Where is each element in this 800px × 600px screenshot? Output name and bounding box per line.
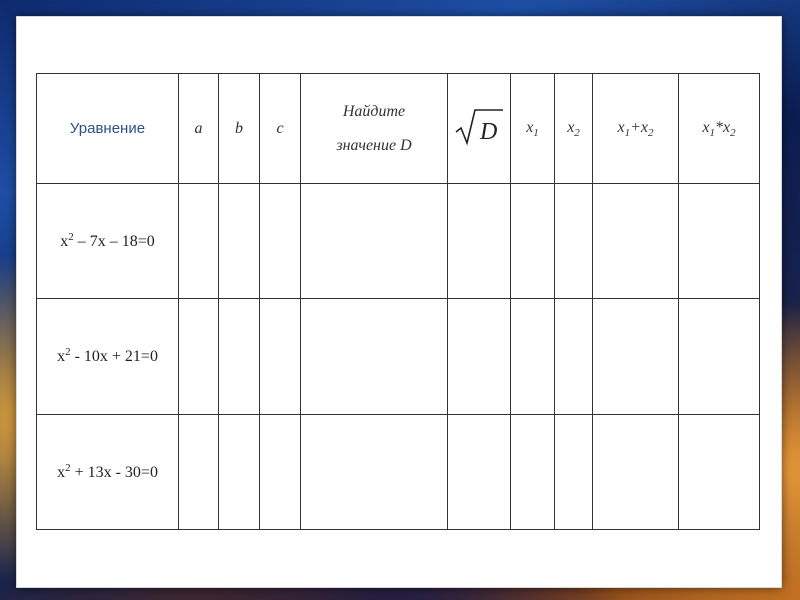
header-x1-plus-x2: $x_1+x_2$ [593, 74, 679, 184]
answer-cell-sum[interactable] [593, 184, 679, 299]
header-a: a [179, 74, 219, 184]
answer-cell-d[interactable] [301, 414, 448, 529]
header-sqrt-d [448, 74, 511, 184]
header-equation: Уравнение [37, 74, 179, 184]
answer-cell-b[interactable] [219, 414, 260, 529]
header-find-line1: Найдите [342, 102, 406, 120]
table-row [37, 184, 760, 299]
answer-cell-sqrt-d[interactable] [448, 414, 511, 529]
answer-cell-x2[interactable] [555, 414, 593, 529]
answer-cell-c[interactable] [260, 184, 301, 299]
answer-cell-product[interactable] [679, 414, 760, 529]
header-x1: $x_1$ [511, 74, 555, 184]
answer-cell-sum[interactable] [593, 414, 679, 529]
answer-cell-x1[interactable] [511, 299, 555, 414]
header-x1-times-x2: $x_1*x_2$ [679, 74, 760, 184]
answer-cell-a[interactable] [179, 299, 219, 414]
quadratic-equations-table [36, 73, 760, 530]
answer-cell-c[interactable] [260, 414, 301, 529]
table-row [37, 299, 760, 414]
answer-cell-x1[interactable] [511, 184, 555, 299]
header-find-d [301, 74, 448, 184]
answer-cell-a[interactable] [179, 414, 219, 529]
answer-cell-sqrt-d[interactable] [448, 299, 511, 414]
slide-card [16, 16, 782, 588]
answer-cell-b[interactable] [219, 299, 260, 414]
answer-cell-d[interactable] [301, 299, 448, 414]
header-row [37, 74, 760, 184]
answer-cell-x1[interactable] [511, 414, 555, 529]
equation-cell: $x^2 - 7x - 18=0$ [37, 184, 179, 299]
answer-cell-x2[interactable] [555, 184, 593, 299]
answer-cell-sum[interactable] [593, 299, 679, 414]
answer-cell-product[interactable] [679, 184, 760, 299]
answer-cell-sqrt-d[interactable] [448, 184, 511, 299]
answer-cell-c[interactable] [260, 299, 301, 414]
equation-cell: $x^2 + 13x - 30=0$ [37, 414, 179, 529]
sqrt-icon [453, 106, 505, 146]
answer-cell-product[interactable] [679, 299, 760, 414]
answer-cell-x2[interactable] [555, 299, 593, 414]
answer-cell-d[interactable] [301, 184, 448, 299]
sqrt-d-label: D [480, 119, 498, 145]
equation-cell: $x^2 - 10x + 21=0$ [37, 299, 179, 414]
answer-cell-b[interactable] [219, 184, 260, 299]
header-b: b [219, 74, 260, 184]
table-row [37, 414, 760, 529]
header-c: c [260, 74, 301, 184]
header-x2: $x_2$ [555, 74, 593, 184]
answer-cell-a[interactable] [179, 184, 219, 299]
header-find-line2: значение D [336, 136, 412, 154]
